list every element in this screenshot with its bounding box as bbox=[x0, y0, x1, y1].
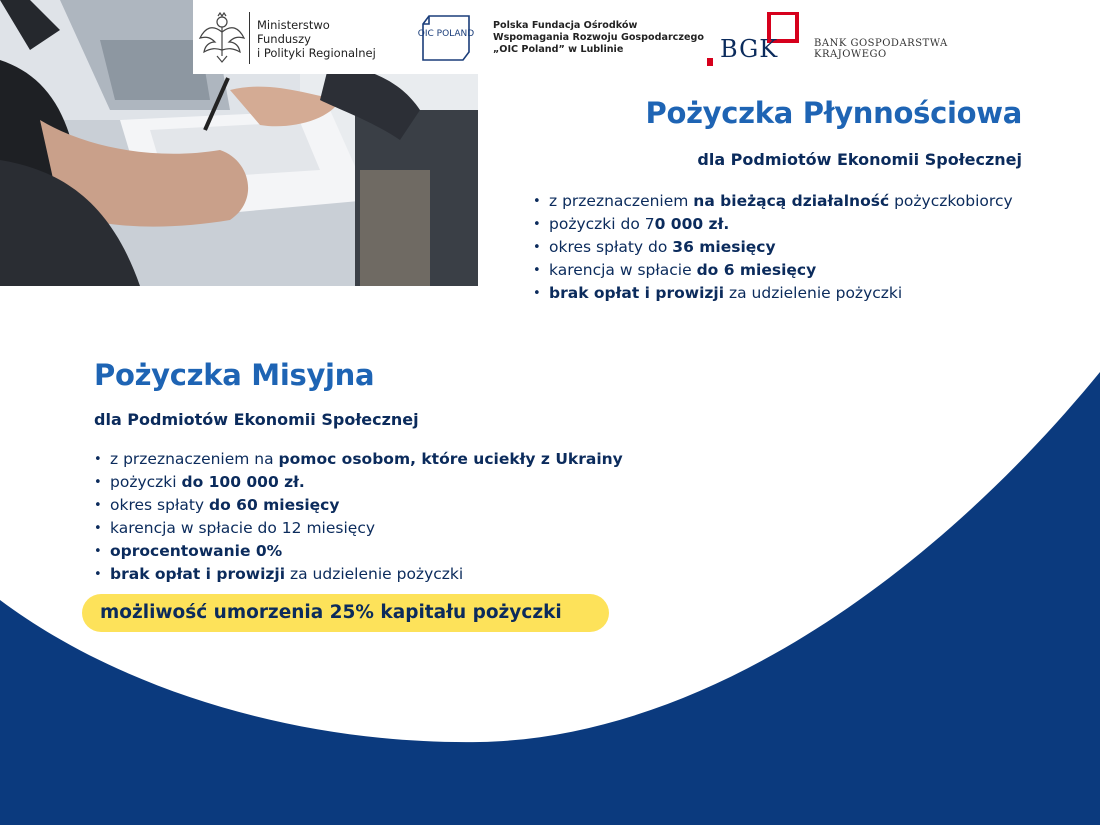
highlight-badge bbox=[82, 594, 609, 632]
loan1-features bbox=[533, 190, 1013, 305]
oic-poland-name: Polska Fundacja Ośrodków Wspomagania Rozwoju Gospodarczego „OIC Poland” w Lublinie bbox=[493, 20, 704, 55]
highlight-text: możliwość umorzenia 25% kapitału pożyczki bbox=[100, 602, 562, 623]
ministry-logo bbox=[193, 4, 403, 70]
list-item: • karencja w spłacie do 6 miesięcy bbox=[533, 259, 1013, 282]
partner-logos bbox=[193, 0, 950, 74]
loan1-title: Pożyczka Płynnościowa bbox=[645, 96, 1022, 130]
list-item: • okres spłaty do 36 miesięcy bbox=[533, 236, 1013, 259]
list-item: • karencja w spłacie do 12 miesięcy bbox=[94, 517, 623, 540]
list-item: • brak opłat i prowizji za udzielenie pożyczki bbox=[533, 282, 1013, 305]
list-item: • z przeznaczeniem na bieżącą działalność pożyczkobiorcy bbox=[533, 190, 1013, 213]
bgk-wordmark: BGK bbox=[720, 35, 779, 63]
oic-poland-logo bbox=[415, 12, 477, 64]
list-item: • okres spłaty do 60 miesięcy bbox=[94, 494, 623, 517]
list-item: • oprocentowanie 0% bbox=[94, 540, 623, 563]
loan1-subtitle: dla Podmiotów Ekonomii Społecznej bbox=[697, 150, 1022, 169]
loan2-title: Pożyczka Misyjna bbox=[94, 358, 375, 392]
list-item: • brak opłat i prowizji za udzielenie pożyczki bbox=[94, 563, 623, 586]
bgk-logo bbox=[705, 8, 950, 68]
list-item: • z przeznaczeniem na pomoc osobom, które uciekły z Ukrainy bbox=[94, 448, 623, 471]
list-item: • pożyczki do 70 000 zł. bbox=[533, 213, 1013, 236]
ministry-name: Ministerstwo Funduszy i Polityki Regionalnej bbox=[257, 18, 376, 60]
polish-eagle-icon bbox=[197, 12, 247, 64]
list-item: • pożyczki do 100 000 zł. bbox=[94, 471, 623, 494]
bgk-name: BANK GOSPODARSTWA KRAJOWEGO bbox=[814, 38, 948, 60]
oic-mark-text: OIC POLAND bbox=[417, 29, 475, 39]
loan2-subtitle: dla Podmiotów Ekonomii Społecznej bbox=[94, 410, 419, 429]
loan2-features bbox=[94, 448, 623, 586]
ministry-logo-separator bbox=[249, 12, 250, 64]
